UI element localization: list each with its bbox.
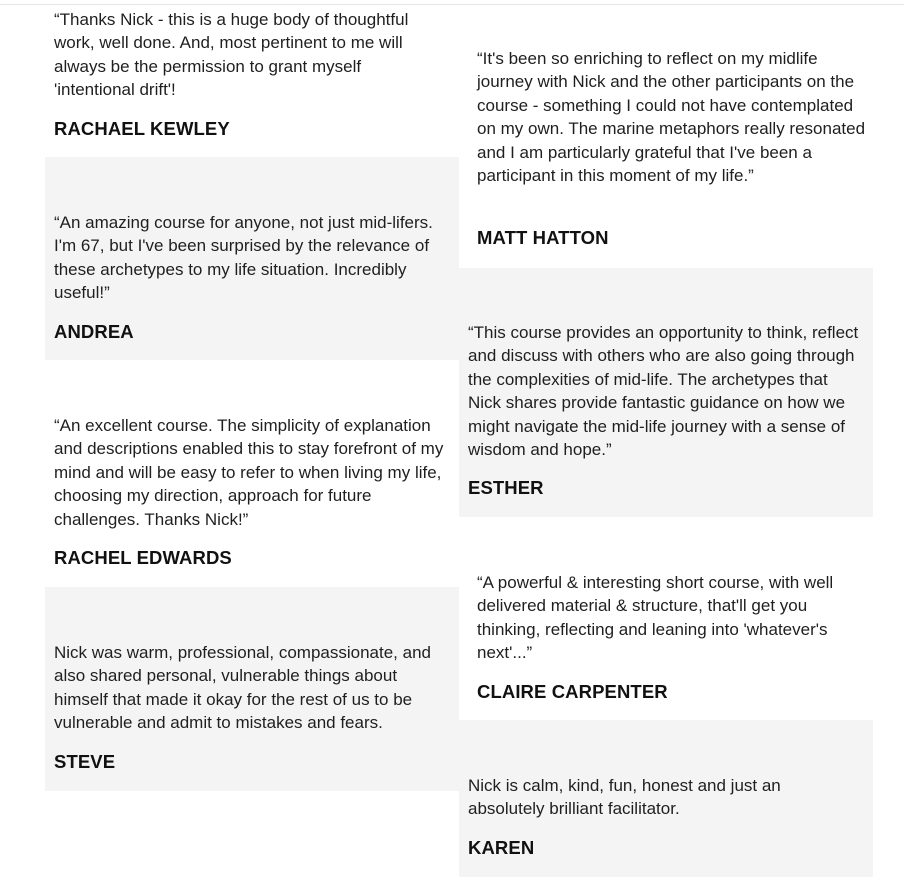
testimonial-quote: “An excellent course. The simplicity of explanation and descriptions enabled this to stay forefront of my mind and will be easy to refer to when living my life, choosing my direction, approach for future challenges. Thanks Nick!” — [54, 416, 444, 529]
testimonial-author: CLAIRE CARPENTER — [477, 681, 668, 702]
testimonial-author: RACHAEL KEWLEY — [54, 118, 230, 139]
testimonial-quote: “A powerful & interesting short course, with well delivered material & structure, that'll get you thinking, reflecting and leaning into 'whatever's next'...” — [477, 573, 834, 663]
testimonial-quote: Nick was warm, professional, compassionate, and also shared personal, vulnerable things about himself that made it okay for the rest of us to be vulnerable and admit to mistakes and fears. — [54, 643, 431, 733]
testimonial-author: RACHEL EDWARDS — [54, 547, 232, 568]
testimonial-card-rachel-edwards — [45, 360, 459, 587]
testimonial-quote: Nick is calm, kind, fun, honest and just an absolutely brilliant facilitator. — [468, 776, 781, 819]
testimonial-card-claire-carpenter — [459, 517, 873, 720]
testimonial-card-rachael-kewley — [45, 5, 459, 157]
testimonial-author: STEVE — [54, 751, 116, 772]
testimonial-card-matt-hatton — [459, 5, 873, 268]
testimonial-quote: “An amazing course for anyone, not just mid-lifers. I'm 67, but I've been surprised by the relevance of these archetypes to my life situation. Incredibly useful!” — [54, 213, 433, 303]
testimonial-card-karen — [459, 720, 873, 877]
testimonial-author: ESTHER — [468, 477, 544, 498]
testimonial-card-steve — [45, 587, 459, 791]
testimonial-author: KAREN — [468, 837, 535, 858]
testimonial-quote: “This course provides an opportunity to think, reflect and discuss with others who are also going through the complexities of mid-life. The archetypes that Nick shares provide fantastic guidance on how we might navigate the mid-life journey with a sense of wisdom and hope.” — [468, 323, 859, 460]
testimonial-card-andrea — [45, 157, 459, 360]
testimonial-quote: “Thanks Nick - this is a huge body of thoughtful work, well done. And, most pertinent to me will always be the permission to grant myself 'intentional drift'! — [54, 10, 409, 100]
testimonial-author: ANDREA — [54, 321, 134, 342]
testimonial-card-esther — [459, 268, 873, 517]
testimonial-author: MATT HATTON — [477, 227, 609, 248]
testimonial-quote: “It's been so enriching to reflect on my midlife journey with Nick and the other participants on the course - something I could not have contemplated on my own. The marine metaphors really resonated and I am particularly grateful that I've been a participant in this moment of my life.” — [477, 49, 866, 186]
